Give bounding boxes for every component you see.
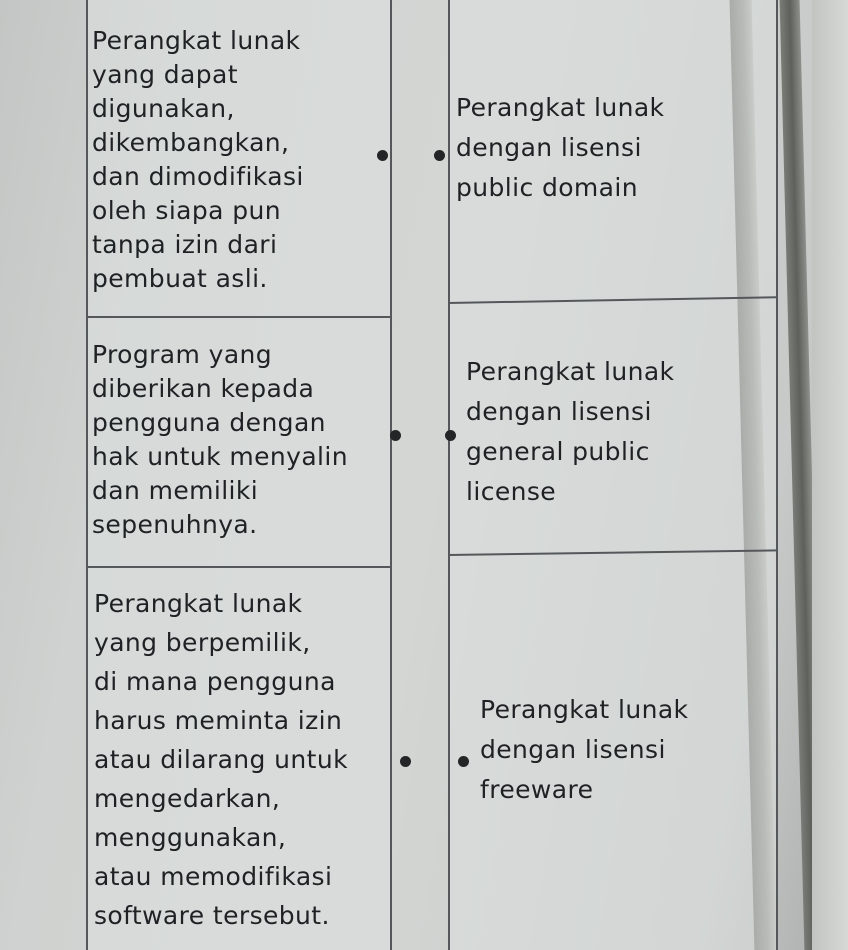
term-line: Perangkat lunak: [466, 357, 675, 386]
definition-cell-2: [92, 338, 348, 542]
term-line: Perangkat lunak: [456, 93, 665, 122]
term-cell-2: [466, 352, 674, 512]
definition-line: yang dapat: [92, 60, 238, 89]
definition-line: software tersebut.: [94, 901, 330, 930]
term-line: Perangkat lunak: [480, 695, 689, 724]
match-dot-left-1[interactable]: [377, 150, 388, 161]
definition-line: dan memiliki: [92, 476, 259, 505]
term-line: general public: [466, 437, 650, 466]
match-dot-right-1[interactable]: [434, 150, 445, 161]
page-edge-margin: [812, 0, 848, 950]
definition-line: diberikan kepada: [92, 374, 315, 403]
term-cell-3: [480, 690, 688, 810]
definition-line: mengedarkan,: [94, 784, 281, 813]
term-line: license: [466, 477, 557, 506]
term-line: freeware: [480, 775, 594, 804]
definition-line: digunakan,: [92, 94, 235, 123]
term-line: dengan lisensi: [466, 397, 652, 426]
definition-line: Program yang: [92, 340, 273, 369]
definition-line: atau dilarang untuk: [94, 745, 348, 774]
term-line: public domain: [456, 173, 638, 202]
definition-line: dikembangkan,: [92, 128, 290, 157]
definition-line: menggunakan,: [94, 823, 287, 852]
definition-line: sepenuhnya.: [92, 510, 258, 539]
match-dot-right-2[interactable]: [445, 430, 456, 441]
match-dot-left-2[interactable]: [390, 430, 401, 441]
definition-cell-1: [92, 24, 304, 296]
match-dot-left-3[interactable]: [400, 756, 411, 767]
definition-line: hak untuk menyalin: [92, 442, 348, 471]
definition-line: oleh siapa pun: [92, 196, 281, 225]
term-cell-1: [456, 88, 664, 208]
match-dot-right-3[interactable]: [458, 756, 469, 767]
definition-line: dan dimodifikasi: [92, 162, 304, 191]
definition-line: pengguna dengan: [92, 408, 326, 437]
definition-cell-3: [94, 584, 348, 935]
definition-line: Perangkat lunak: [94, 589, 303, 618]
definition-line: tanpa izin dari: [92, 230, 278, 259]
definition-line: harus meminta izin: [94, 706, 343, 735]
definition-line: atau memodifikasi: [94, 862, 333, 891]
definition-line: Perangkat lunak: [92, 26, 301, 55]
left-row-divider-2: [86, 566, 392, 568]
definition-line: di mana pengguna: [94, 667, 336, 696]
definition-line: pembuat asli.: [92, 264, 268, 293]
definition-line: yang berpemilik,: [94, 628, 311, 657]
left-row-divider-1: [86, 316, 392, 318]
term-line: dengan lisensi: [456, 133, 642, 162]
term-line: dengan lisensi: [480, 735, 666, 764]
